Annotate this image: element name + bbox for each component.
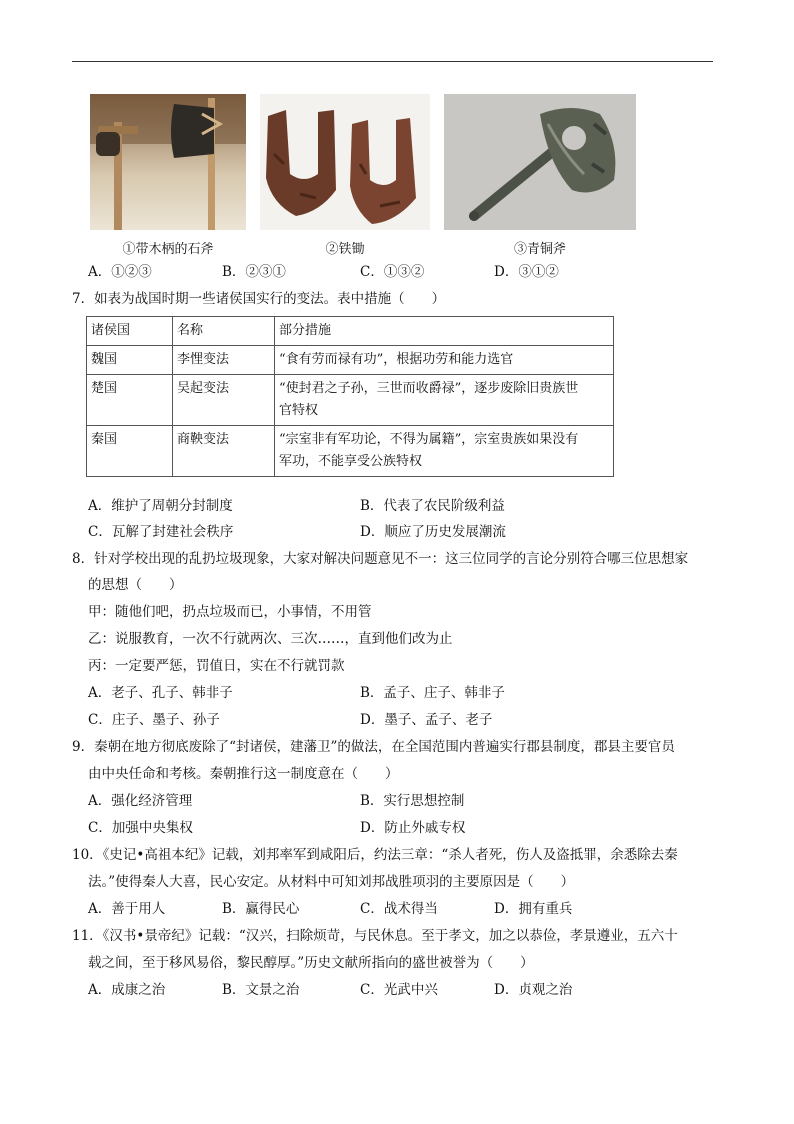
measure-line: “宗室非有军功论，不得为属籍”，宗室贵族如果没有 [279,432,579,447]
header-state: 诸侯国 [87,317,173,346]
q10-option-d[interactable]: D．拥有重兵 [494,901,573,917]
cell-name: 李悝变法 [173,346,275,375]
cell-state: 楚国 [87,375,173,426]
q8-option-b[interactable]: B．孟子、庄子、韩非子 [360,685,505,701]
q10-stem-line-1: 10．《史记•高祖本纪》记载，刘邦率军到咸阳后，约法三章：“杀人者死，伤人及盗抵罪，余悉除去秦 [72,847,678,863]
measure-line: 官特权 [279,403,319,418]
q6-option-d[interactable]: D．③①② [494,264,559,280]
measure-line: “食有劳而禄有功”，根据功劳和能力选官 [279,352,514,367]
q9-stem-line-1: 9．秦朝在地方彻底废除了“封诸侯，建藩卫”的做法，在全国范围内普遍实行郡县制度，郡县主要官员 [72,739,675,755]
q6-option-a[interactable]: A．①②③ [88,264,152,280]
measure-line: 军功，不能享受公族特权 [279,454,423,469]
q6-option-b[interactable]: B．②③① [222,264,286,280]
q11-option-a[interactable]: A．成康之治 [88,982,166,998]
cell-state: 秦国 [87,426,173,477]
q7-option-d[interactable]: D．顺应了历史发展潮流 [360,524,506,540]
q8-statement-yi: 乙：说服教育，一次不行就两次、三次……，直到他们改为止 [88,631,453,647]
measure-line: “使封君之子孙，三世而收爵禄”，逐步废除旧贵族世 [279,381,579,396]
q11-stem-line-2: 载之间，至于移风易俗，黎民醇厚。”历史文献所指向的盛世被誉为（ ） [88,955,534,971]
q7-option-b[interactable]: B．代表了农民阶级利益 [360,498,505,514]
q7-option-a[interactable]: A．维护了周朝分封制度 [88,498,233,514]
bronze-axe-photo [444,94,636,230]
header-name: 名称 [173,317,275,346]
iron-hoe-photo [260,94,430,230]
q7-stem: 7．如表为战国时期一些诸侯国实行的变法。表中措施（ ） [72,291,446,307]
q6-option-c[interactable]: C．①③② [360,264,425,280]
q11-option-b[interactable]: B．文景之治 [222,982,300,998]
q9-option-a[interactable]: A．强化经济管理 [88,793,193,809]
q8-option-a[interactable]: A．老子、孔子、韩非子 [88,685,233,701]
q8-stem-line-2: 的思想（ ） [88,577,183,593]
table-row [87,426,614,477]
cell-name: 商鞅变法 [173,426,275,477]
q9-option-c[interactable]: C．加强中央集权 [88,820,193,836]
q11-option-c[interactable]: C．光武中兴 [360,982,438,998]
q8-statement-bing: 丙：一定要严惩，罚值日，实在不行就罚款 [88,658,345,674]
q10-option-b[interactable]: B．赢得民心 [222,901,300,917]
table-row [87,346,614,375]
figure-caption-iron-hoe: ②铁锄 [325,242,365,257]
reform-table [86,316,614,477]
q10-stem-line-2: 法。”使得秦人大喜，民心安定。从材料中可知刘邦战胜项羽的主要原因是（ ） [88,874,575,890]
q8-option-d[interactable]: D．墨子、孟子、老子 [360,712,493,728]
stone-axe-photo [90,94,246,230]
cell-measure [275,346,614,375]
q10-option-a[interactable]: A．善于用人 [88,901,166,917]
q10-option-c[interactable]: C．战术得当 [360,901,438,917]
header-measures: 部分措施 [275,317,614,346]
table-row [87,375,614,426]
q11-option-d[interactable]: D．贞观之治 [494,982,573,998]
cell-measure [275,426,614,477]
cell-state: 魏国 [87,346,173,375]
q8-stem-line-1: 8．针对学校出现的乱扔垃圾现象，大家对解决问题意见不一：这三位同学的言论分别符合哪三位思想家 [72,551,689,567]
q9-option-d[interactable]: D．防止外戚专权 [360,820,466,836]
q8-statement-jia: 甲：随他们吧，扔点垃圾而已，小事情，不用管 [88,604,372,620]
header-rule [72,61,713,62]
table-header-row [87,317,614,346]
q8-option-c[interactable]: C．庄子、墨子、孙子 [88,712,220,728]
q9-option-b[interactable]: B．实行思想控制 [360,793,465,809]
figure-caption-stone-axe: ①带木柄的石斧 [122,242,214,257]
q11-stem-line-1: 11．《汉书•景帝纪》记载：“汉兴，扫除烦苛，与民休息。至于孝文，加之以恭俭，孝景遵业，五六十 [72,928,678,944]
q7-option-c[interactable]: C．瓦解了封建社会秩序 [88,524,234,540]
figure-caption-bronze-axe: ③青铜斧 [513,242,566,257]
q9-stem-line-2: 由中央任命和考核。秦朝推行这一制度意在（ ） [88,766,399,782]
cell-measure [275,375,614,426]
cell-name: 吴起变法 [173,375,275,426]
